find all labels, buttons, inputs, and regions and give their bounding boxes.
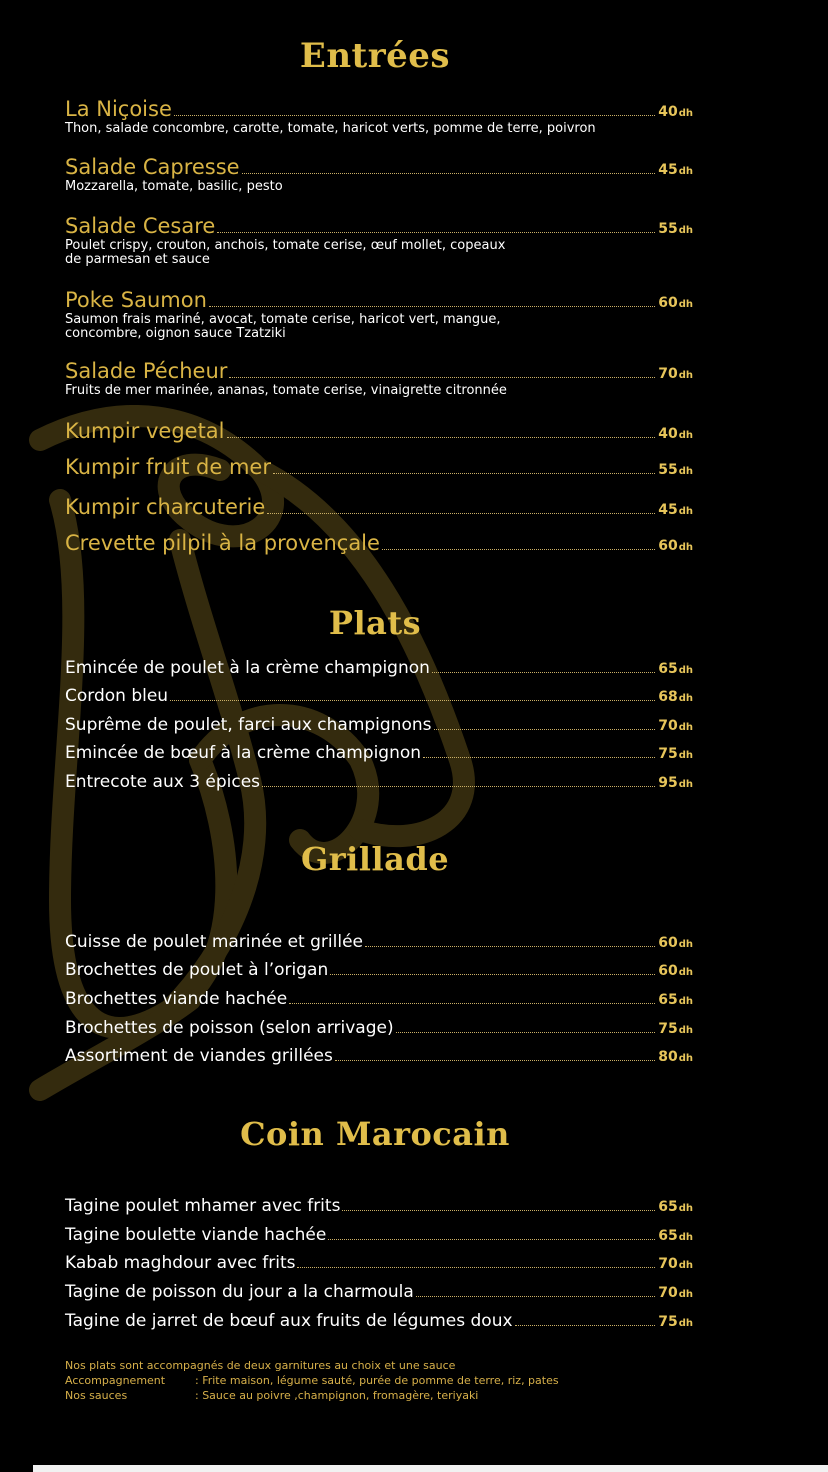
notes-accompagnement bbox=[65, 1373, 559, 1388]
item-price: 40dh bbox=[658, 104, 693, 120]
footer-notes bbox=[65, 1358, 559, 1403]
item-name: Salade Capresse bbox=[65, 155, 240, 179]
item-price: 75dh bbox=[658, 746, 693, 762]
menu-item bbox=[65, 495, 693, 519]
menu-item bbox=[65, 1018, 693, 1038]
menu-item bbox=[65, 772, 693, 792]
notes-sauces bbox=[65, 1388, 559, 1403]
dot-leader bbox=[396, 1032, 656, 1033]
item-name: Cuisse de poulet marinée et grillée bbox=[65, 932, 363, 952]
menu-item bbox=[65, 743, 693, 763]
dot-leader bbox=[423, 757, 655, 758]
item-name: La Niçoise bbox=[65, 97, 172, 121]
dot-leader bbox=[229, 377, 655, 378]
menu-item bbox=[65, 1282, 693, 1302]
item-price: 75dh bbox=[658, 1021, 693, 1037]
item-name: Kabab maghdour avec frits bbox=[65, 1253, 296, 1273]
notes-value: : Frite maison, légume sauté, purée de pomme de terre, riz, pates bbox=[195, 1374, 559, 1387]
item-description: Fruits de mer marinée, ananas, tomate cerise, vinaigrette citronnée bbox=[65, 383, 507, 398]
item-name: Emincée de bœuf à la crème champignon bbox=[65, 743, 422, 763]
item-price: 70dh bbox=[658, 366, 693, 382]
item-price: 55dh bbox=[658, 221, 693, 237]
menu-item bbox=[65, 214, 693, 266]
menu-item bbox=[65, 1311, 693, 1331]
item-price: 45dh bbox=[658, 162, 693, 178]
item-price: 68dh bbox=[658, 689, 693, 705]
menu-item bbox=[65, 419, 693, 443]
menu-item bbox=[65, 1225, 693, 1245]
item-name: Entrecote aux 3 épices bbox=[65, 772, 261, 792]
item-name: Suprême de poulet, farci aux champignons bbox=[65, 715, 432, 735]
item-price: 45dh bbox=[658, 502, 693, 518]
dot-leader bbox=[209, 306, 655, 307]
section-title-entrees: Entrées bbox=[299, 36, 451, 76]
menu-item bbox=[65, 989, 693, 1009]
item-description: Thon, salade concombre, carotte, tomate, haricot verts, pomme de terre, poivron bbox=[65, 121, 596, 136]
item-price: 80dh bbox=[658, 1049, 693, 1065]
item-price: 60dh bbox=[658, 963, 693, 979]
item-description-cont: concombre, oignon sauce Tzatziki bbox=[65, 326, 286, 341]
dot-leader bbox=[174, 115, 655, 116]
menu-item bbox=[65, 97, 693, 135]
dot-leader bbox=[227, 437, 656, 438]
dot-leader bbox=[335, 1060, 655, 1061]
item-price: 65dh bbox=[658, 1228, 693, 1244]
item-name: Crevette pilpil à la provençale bbox=[65, 531, 380, 555]
item-name: Brochettes de poisson (selon arrivage) bbox=[65, 1018, 394, 1038]
bottom-bar bbox=[33, 1465, 828, 1472]
item-name: Tagine poulet mhamer avec frits bbox=[65, 1196, 341, 1216]
item-name: Cordon bleu bbox=[65, 686, 169, 706]
menu-item bbox=[65, 658, 693, 678]
menu-item bbox=[65, 455, 693, 479]
dot-leader bbox=[217, 232, 655, 233]
item-description-cont: de parmesan et sauce bbox=[65, 252, 210, 267]
item-name: Kumpir vegetal bbox=[65, 419, 225, 443]
item-description: Saumon frais mariné, avocat, tomate cerise, haricot vert, mangue, bbox=[65, 312, 501, 327]
section-title-plats: Plats bbox=[328, 604, 422, 642]
item-name: Kumpir fruit de mer bbox=[65, 455, 271, 479]
menu-item bbox=[65, 960, 693, 980]
item-price: 60dh bbox=[658, 538, 693, 554]
dot-leader bbox=[242, 173, 656, 174]
menu-item bbox=[65, 1253, 693, 1273]
section-title-coin-marocain: Coin Marocain bbox=[240, 1115, 510, 1153]
item-price: 60dh bbox=[658, 935, 693, 951]
item-name: Tagine de poisson du jour a la charmoula bbox=[65, 1282, 414, 1302]
menu-item bbox=[65, 686, 693, 706]
item-name: Salade Pécheur bbox=[65, 359, 228, 383]
menu-item bbox=[65, 288, 693, 340]
notes-label: Nos sauces bbox=[65, 1389, 128, 1402]
item-name: Brochettes viande hachée bbox=[65, 989, 288, 1009]
notes-intro: Nos plats sont accompagnés de deux garnitures au choix et une sauce bbox=[65, 1359, 456, 1372]
section-title-grillade: Grillade bbox=[300, 840, 450, 878]
dot-leader bbox=[273, 473, 655, 474]
dot-leader bbox=[365, 946, 655, 947]
item-name: Salade Cesare bbox=[65, 214, 216, 238]
dot-leader bbox=[515, 1325, 656, 1326]
dot-leader bbox=[342, 1210, 655, 1211]
item-price: 60dh bbox=[658, 295, 693, 311]
dot-leader bbox=[382, 549, 655, 550]
item-price: 75dh bbox=[658, 1314, 693, 1330]
item-price: 70dh bbox=[658, 1256, 693, 1272]
dot-leader bbox=[434, 729, 656, 730]
dot-leader bbox=[262, 786, 655, 787]
item-description: Poulet crispy, crouton, anchois, tomate cerise, œuf mollet, copeaux bbox=[65, 238, 506, 253]
item-name: Assortiment de viandes grillées bbox=[65, 1046, 333, 1066]
dot-leader bbox=[170, 700, 655, 701]
item-name: Brochettes de poulet à l’origan bbox=[65, 960, 329, 980]
item-price: 65dh bbox=[658, 661, 693, 677]
menu-item bbox=[65, 531, 693, 555]
dot-leader bbox=[432, 672, 655, 673]
item-name: Kumpir charcuterie bbox=[65, 495, 266, 519]
dot-leader bbox=[330, 974, 655, 975]
notes-value: : Sauce au poivre ,champignon, fromagère, teriyaki bbox=[195, 1389, 479, 1402]
item-price: 40dh bbox=[658, 426, 693, 442]
dot-leader bbox=[267, 513, 655, 514]
menu-item bbox=[65, 359, 693, 397]
item-price: 70dh bbox=[658, 718, 693, 734]
dot-leader bbox=[289, 1003, 655, 1004]
item-price: 95dh bbox=[658, 775, 693, 791]
item-description: Mozzarella, tomate, basilic, pesto bbox=[65, 179, 283, 194]
item-name: Tagine boulette viande hachée bbox=[65, 1225, 327, 1245]
menu-item bbox=[65, 1196, 693, 1216]
dot-leader bbox=[328, 1239, 655, 1240]
item-name: Poke Saumon bbox=[65, 288, 207, 312]
item-price: 65dh bbox=[658, 992, 693, 1008]
menu-item bbox=[65, 155, 693, 193]
item-price: 65dh bbox=[658, 1199, 693, 1215]
item-price: 70dh bbox=[658, 1285, 693, 1301]
item-price: 55dh bbox=[658, 462, 693, 478]
dot-leader bbox=[416, 1296, 656, 1297]
item-name: Emincée de poulet à la crème champignon bbox=[65, 658, 430, 678]
notes-label: Accompagnement bbox=[65, 1374, 166, 1387]
dot-leader bbox=[297, 1267, 655, 1268]
menu-item bbox=[65, 932, 693, 952]
item-name: Tagine de jarret de bœuf aux fruits de légumes doux bbox=[65, 1311, 513, 1331]
menu-item bbox=[65, 1046, 693, 1066]
menu-item bbox=[65, 715, 693, 735]
